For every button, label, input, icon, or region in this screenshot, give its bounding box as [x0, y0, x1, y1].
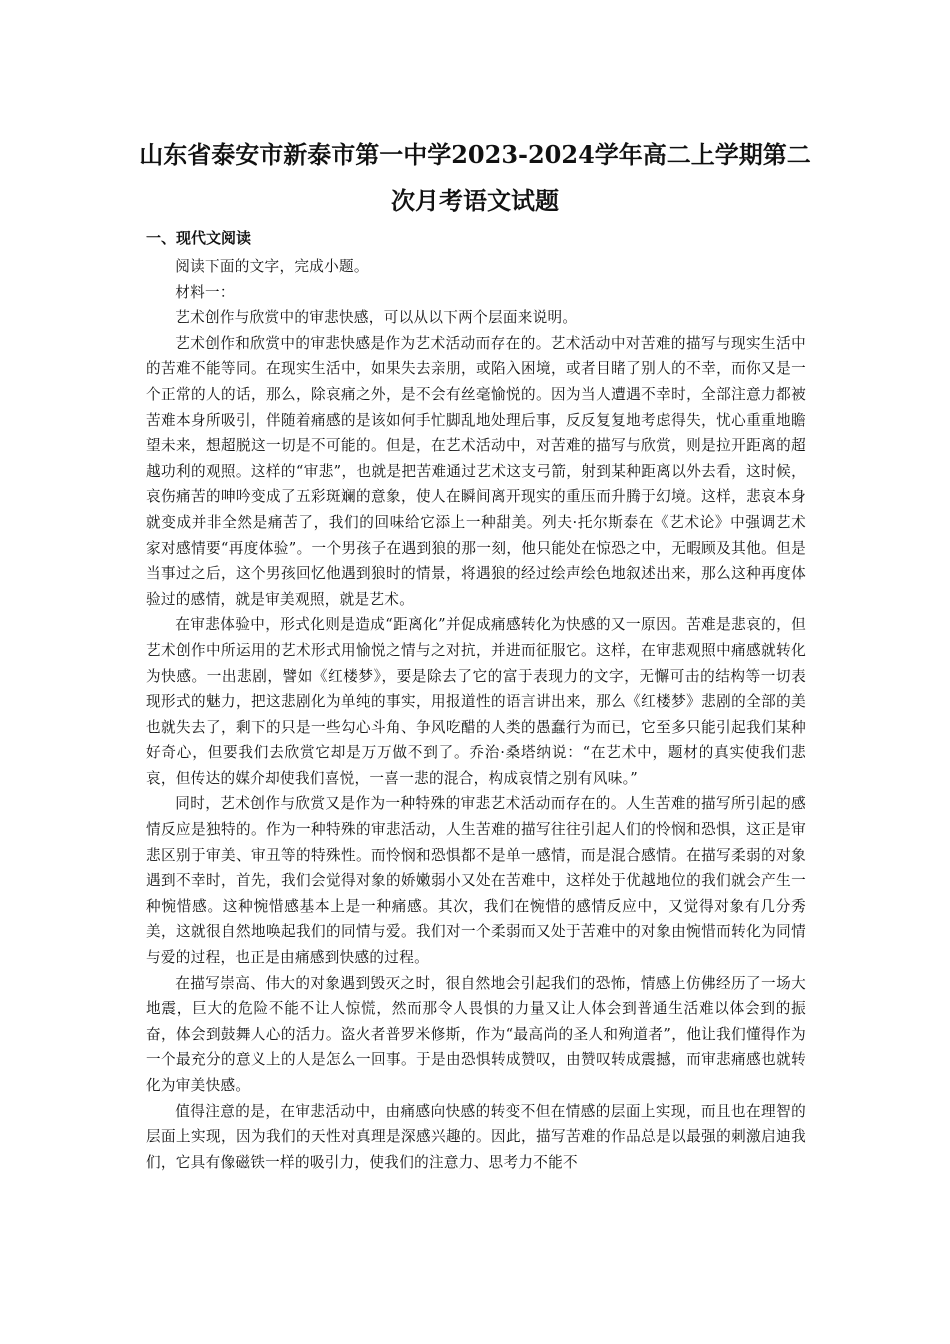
paragraph: 在描写崇高、伟大的对象遇到毁灭之时，很自然地会引起我们的恐怖，情感上仿佛经历了一场大地震，巨大的危险不能不让人惊慌，然而那令人畏惧的力量又让人体会到普通生活难以体会到的振奋，体会到鼓舞人心的活力。盗火者普罗米修斯，作为“最高尚的圣人和殉道者”，他让我们懂得作为一个最充分的意义上的人是怎么一回事。于是由恐惧转成赞叹，由赞叹转成震撼，而审悲痛感也就转化为审美快感。 [146, 974, 806, 1094]
instruction-text: 阅读下面的文字，完成小题。 [175, 258, 369, 275]
section-heading: 一、现代文阅读 [146, 229, 252, 247]
document-title-line-2: 次月考语文试题 [391, 186, 559, 215]
paragraph: 艺术创作与欣赏中的审悲快感，可以从以下两个层面来说明。 [175, 309, 578, 327]
body-text [146, 254, 806, 1175]
paragraph: 同时，艺术创作与欣赏又是作为一种特殊的审悲艺术活动而存在的。人生苦难的描写所引起的感情反应是独特的。作为一种特殊的审悲活动，人生苦难的描写往往引起人们的怜悯和恐惧，这正是审悲区别于审美、审丑等的特殊性。而怜悯和恐惧都不是单一感情，而是混合感情。在描写柔弱的对象遇到不幸时，首先，我们会觉得对象的娇嫩弱小又处在苦难中，这样处于优越地位的我们就会产生一种惋惜感。这种惋惜感基本上是一种痛感。其次，我们在惋惜的感情反应中，又觉得对象有几分秀美，这就很自然地唤起我们的同情与爱。我们对一个柔弱而又处于苦难中的对象由惋惜而转化为同情与爱的过程，也正是由痛感到快感的过程。 [146, 795, 806, 967]
paragraph: 在审悲体验中，形式化则是造成“距离化”并促成痛感转化为快感的又一原因。苦难是悲哀的，但艺术创作中所运用的艺术形式用愉悦之情与之对抗，并进而征服它。这样，在审悲观照中痛感就转化为快感。一出悲剧，譬如《红楼梦》，要是除去了它的富于表现力的文字，无懈可击的结构等一切表现形式的魅力，把这悲剧化为单纯的事实，用报道性的语言讲出来，那么《红楼梦》悲剧的全部的美也就失去了，剩下的只是一些勾心斗角、争风吃醋的人类的愚蠢行为而已，它至多只能引起我们某种好奇心，但要我们去欣赏它却是万万做不到了。乔治·桑塔纳说：“在艺术中，题材的真实使我们悲哀，但传达的媒介却使我们喜悦，一喜一悲的混合，构成哀情之别有风味。” [146, 616, 806, 787]
paragraph: 艺术创作和欣赏中的审悲快感是作为艺术活动而存在的。艺术活动中对苦难的描写与现实生活中的苦难不能等同。在现实生活中，如果失去亲朋，或陷入困境，或者目睹了别人的不幸，而你又是一个正常的人的话，那么，除哀痛之外，是不会有丝毫愉悦的。因为当人遭遇不幸时，全部注意力都被苦难本身所吸引，伴随着痛感的是该如何手忙脚乱地处理后事，反反复复地考虑得失，忧心重重地瞻望未来，想超脱这一切是不可能的。但是，在艺术活动中，对苦难的描写与欣赏，则是拉开距离的超越功利的观照。这样的“审悲”，也就是把苦难通过艺术这支弓箭，射到某种距离以外去看，这时候，哀伤痛苦的呻吟变成了五彩斑斓的意象，使人在瞬间离开现实的重压而升腾于幻境。这样，悲哀本身就变成并非全然是痛苦了，我们的回味给它添上一种甜美。列夫·托尔斯泰在《艺术论》中强调艺术家对感情要“再度体验”。一个男孩子在遇到狼的那一刻，他只能处在惊恐之中，无暇顾及其他。但是当事过之后，这个男孩回忆他遇到狼时的情景，将遇狼的经过绘声绘色地叙述出来，那么这种再度体验过的感情，就是审美观照，就是艺术。 [146, 334, 806, 608]
document-title-line-1: 山东省泰安市新泰市第一中学2023-2024学年高二上学期第二 [139, 140, 811, 169]
paragraph: 值得注意的是，在审悲活动中，由痛感向快感的转变不但在情感的层面上实现，而且也在理智的层面上实现，因为我们的天性对真理是深感兴趣的。因此，描写苦难的作品总是以最强的刺激启迪我们，它具有像磁铁一样的吸引力，使我们的注意力、思考力不能不 [146, 1102, 806, 1171]
material-label: 材料一： [175, 283, 235, 301]
